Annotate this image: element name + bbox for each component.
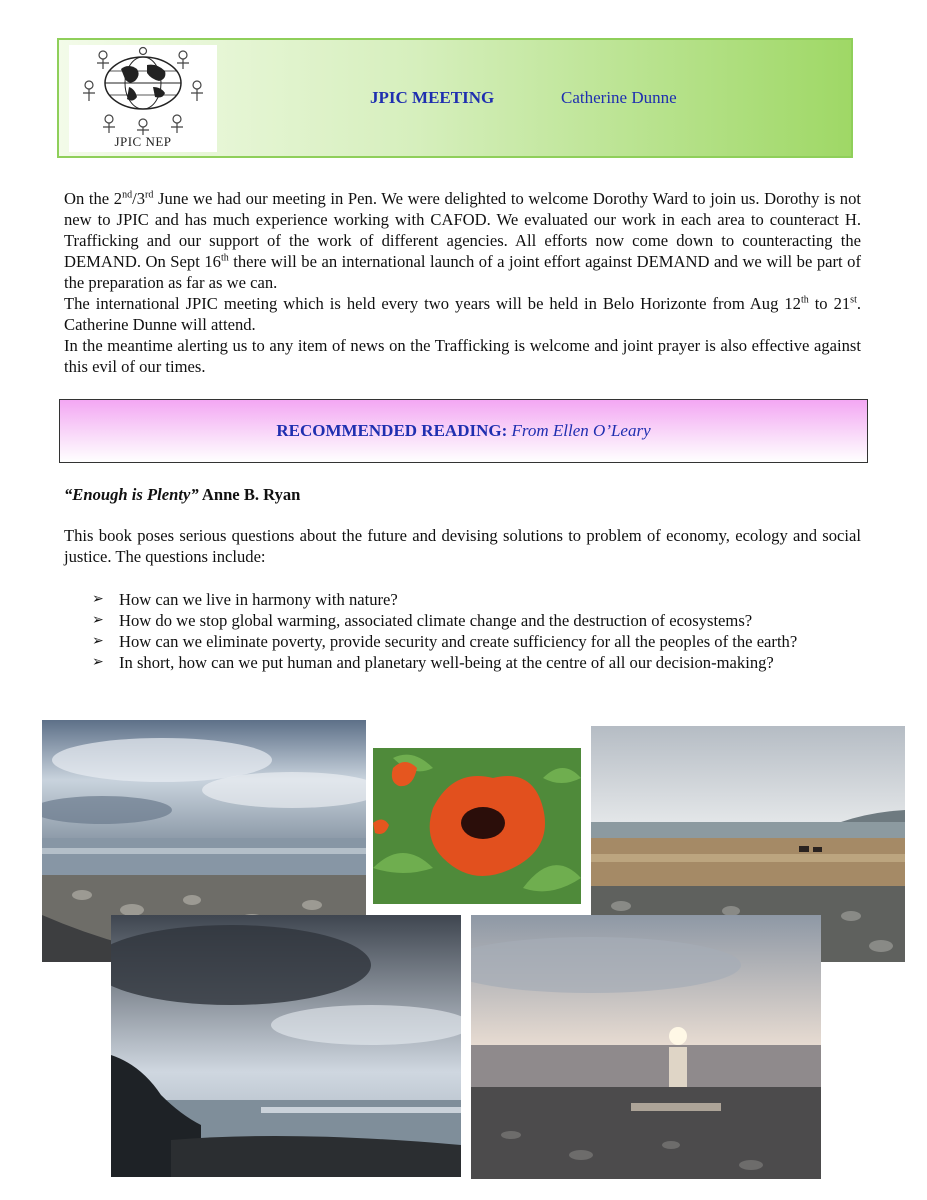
photo-cliff-sea	[111, 915, 461, 1177]
photo-sunset-sea	[471, 915, 821, 1179]
logo-caption: JPIC NEP	[114, 134, 172, 149]
arrow-bullet-icon: ➢	[92, 654, 104, 670]
article-author: Catherine Dunne	[561, 88, 677, 107]
recommended-reading-banner	[59, 399, 868, 463]
arrow-bullet-icon: ➢	[92, 591, 104, 607]
list-item: ➢ How can we eliminate poverty, provide security and create sufficiency for all the peoples of the earth?	[92, 632, 798, 651]
header-banner	[57, 38, 853, 158]
arrow-bullet-icon: ➢	[92, 612, 104, 628]
photo-poppy-flower	[373, 748, 581, 904]
list-item: ➢ How can we live in harmony with nature?	[92, 590, 398, 609]
question-list	[92, 589, 861, 673]
reading-source: From Ellen O’Leary	[511, 421, 651, 440]
book-description: This book poses serious questions about the future and devising solutions to problem of economy, ecology and social justice. The questions include:	[64, 526, 861, 566]
book-heading	[64, 485, 300, 505]
list-item: ➢ In short, how can we put human and planetary well-being at the centre of all our decision-making?	[92, 653, 774, 672]
book-author: Anne B. Ryan	[201, 485, 301, 504]
intro-paragraph-3: In the meantime alerting us to any item of news on the Trafficking is welcome and joint prayer is also effective against this evil of our times.	[64, 336, 861, 376]
intro-text	[64, 188, 861, 377]
intro-paragraph-2: The international JPIC meeting which is held every two years will be held in Belo Horizonte from Aug 12th to 21st. Catherine Dunne will attend.	[64, 294, 861, 334]
arrow-bullet-icon: ➢	[92, 633, 104, 649]
book-title: “Enough is Plenty”	[64, 485, 199, 504]
list-item: ➢ How do we stop global warming, associated climate change and the destruction of ecosystems?	[92, 611, 753, 630]
page-title: JPIC MEETING	[370, 88, 495, 107]
jpic-logo	[69, 45, 217, 152]
intro-paragraph-1: On the 2nd/3rd June we had our meeting in Pen. We were delighted to welcome Dorothy Ward to join us. Dorothy is not new to JPIC and has much experience working with CAFOD. We evaluated our work in each area to counteract H. Trafficking and our support of the work of different agencies. All efforts now come down to counteracting the DEMAND. On Sept 16th there will be an international launch of a joint effort against DEMAND and we will be part of the preparation as far as we can.	[64, 189, 861, 292]
reading-label: RECOMMENDED READING:	[276, 421, 508, 440]
